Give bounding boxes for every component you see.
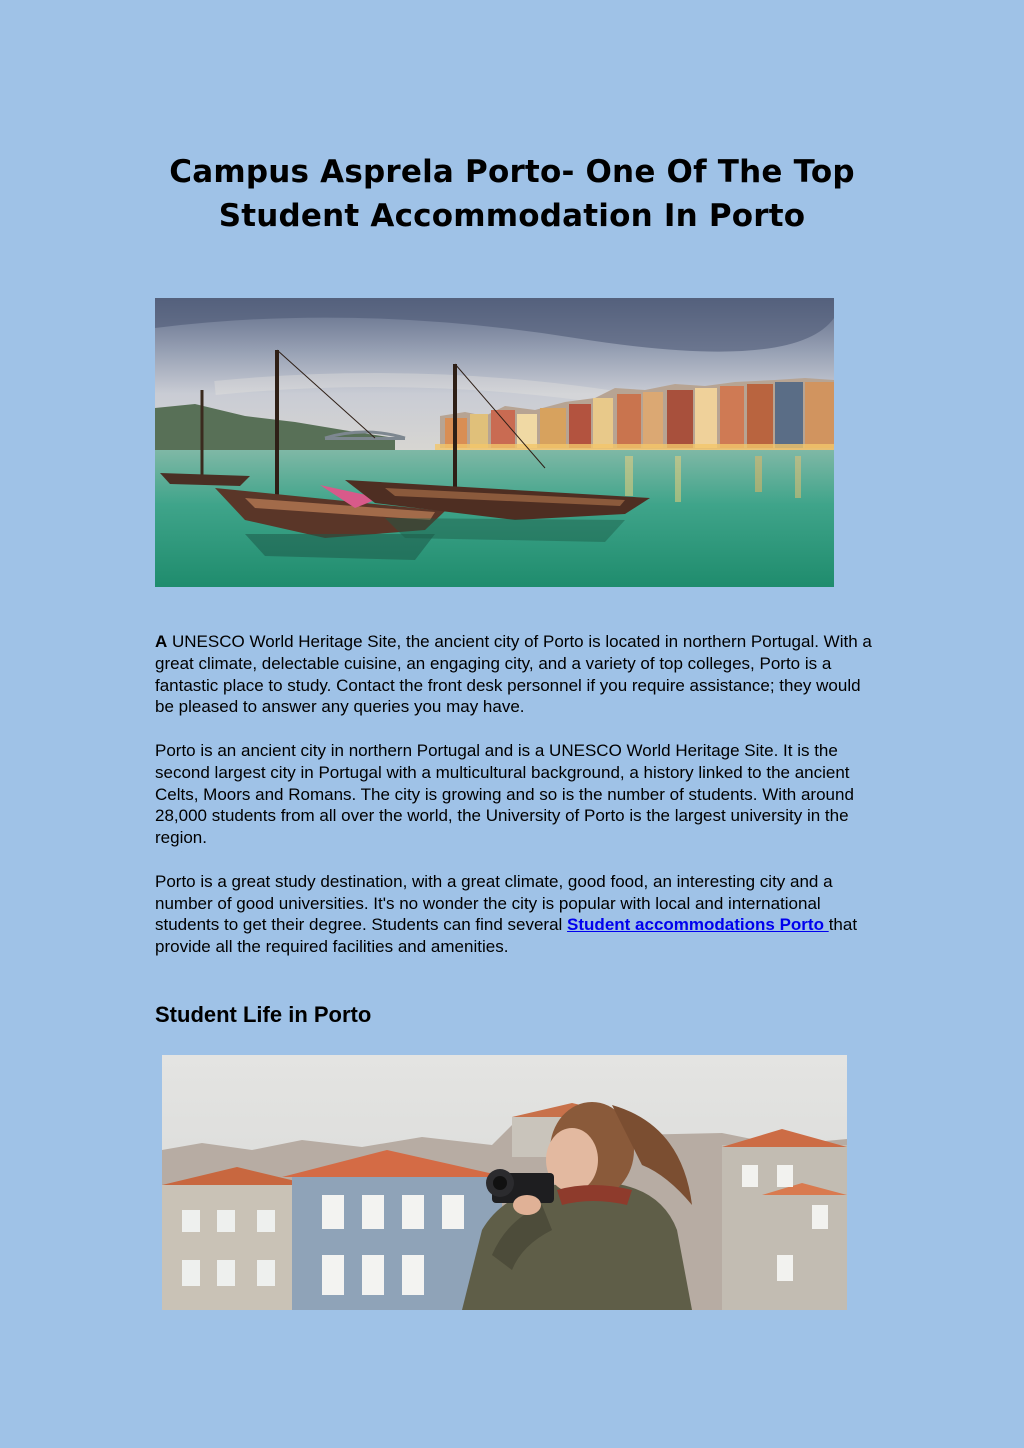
student-photographer-image bbox=[162, 1055, 847, 1310]
page-title: Campus Asprela Porto- One Of The Top Student Accommodation In Porto bbox=[169, 154, 855, 234]
section-heading: Student Life in Porto bbox=[155, 1002, 372, 1027]
article-body bbox=[155, 631, 873, 980]
paragraph-lead-letter: A bbox=[155, 632, 168, 651]
paragraph-intro bbox=[155, 631, 873, 718]
paragraph-study-text-after: that provide all the required facilities and amenities. bbox=[155, 915, 858, 957]
paragraph-study bbox=[155, 871, 873, 958]
paragraph-study-text: Porto is a great study destination, with a great climate, good food, an interesting city and a number of good universities. It's no wonder the city is popular with local and international students to get their degree. Students can find several bbox=[155, 871, 833, 935]
student-accommodations-link[interactable]: Student accommodations Porto bbox=[567, 915, 829, 935]
porto-river-boats-image bbox=[155, 298, 834, 587]
paragraph-intro-text: UNESCO World Heritage Site, the ancient city of Porto is located in northern Portugal. With a great climate, delectable cuisine, an engaging city, and a variety of top colleges, Porto is a fantastic place to study. Contact the front desk personnel if you require assistance; they would be pleased to answer any queries you may have. bbox=[155, 632, 872, 717]
paragraph-history: Porto is an ancient city in northern Portugal and is a UNESCO World Heritage Site. It is the second largest city in Portugal with a multicultural background, a history linked to the ancient Celts, Moors and Romans. The city is growing and so is the number of students. With around 28,000 students from all over the world, the University of Porto is the largest university in the region. bbox=[155, 740, 854, 848]
